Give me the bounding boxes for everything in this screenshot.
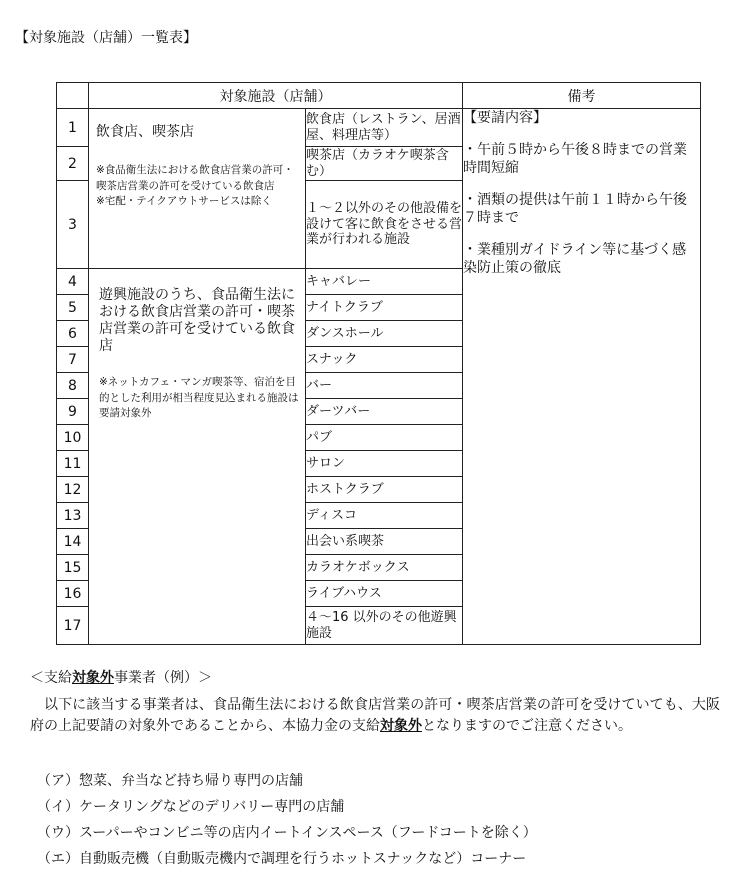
facility-type: ４～16 以外のその他遊興施設 [306,607,463,645]
category-label: 遊興施設のうち、食品衛生法における飲食店営業の許可・喫茶店営業の許可を受けている飲食店 [99,287,295,354]
row-number: 17 [57,607,89,645]
facility-type: ディスコ [306,503,463,529]
facility-type: サロン [306,451,463,477]
row-number: 16 [57,581,89,607]
table-row [57,109,701,147]
excluded-item: （エ）自動販売機（自動販売機内で調理を行うホットスナックなど）コーナー [37,851,527,867]
category-note: ※食品衛生法における飲食店営業の許可・喫茶店営業の許可を受けている飲食店 [96,164,294,192]
remarks-item: ・午前５時から午後８時までの営業時間短縮 [463,142,687,176]
facility-type: バー [306,373,463,399]
remarks-heading: 【要請内容】 [463,110,547,126]
facility-type: 喫茶店（カラオケ喫茶含む） [306,147,463,181]
row-number: 15 [57,555,89,581]
emphasis-excluded: 対象外 [72,670,114,686]
facility-type: ホストクラブ [306,477,463,503]
category-restaurant [89,109,306,269]
row-number: 5 [57,295,89,321]
facility-type: カラオケボックス [306,555,463,581]
row-number: 12 [57,477,89,503]
facility-type: スナック [306,347,463,373]
row-number: 11 [57,451,89,477]
facility-type: １～２以外のその他設備を設けて客に飲食をさせる営業が行われる施設 [306,181,463,269]
category-amusement [89,269,306,645]
remarks-cell [463,109,701,645]
row-number: 14 [57,529,89,555]
row-number: 13 [57,503,89,529]
excluded-heading: ＜支給対象外事業者（例）＞ [30,670,212,686]
remarks-item: ・酒類の提供は午前１１時から午後７時まで [463,192,687,226]
row-number: 10 [57,425,89,451]
category-label: 飲食店、喫茶店 [96,124,194,140]
emphasis-excluded: 対象外 [380,718,422,734]
row-number: 2 [57,147,89,181]
remarks-item: ・業種別ガイドライン等に基づく感染防止策の徹底 [463,242,687,276]
facility-type: パブ [306,425,463,451]
facility-table [56,82,701,645]
category-note: ※ネットカフェ・マンガ喫茶等、宿泊を目的とした利用が相当程度見込まれる施設は要請対象外 [99,376,299,419]
excluded-item: （ア）惣菜、弁当など持ち帰り専門の店舗 [37,773,303,789]
excluded-item: （イ）ケータリングなどのデリバリー専門の店舗 [37,799,345,815]
facility-type: ダーツバー [306,399,463,425]
row-number: 1 [57,109,89,147]
facility-type: ライブハウス [306,581,463,607]
table-header-row [57,83,701,109]
header-remarks: 備考 [463,83,701,109]
facility-type: 飲食店（レストラン、居酒屋、料理店等） [306,109,463,147]
row-number: 7 [57,347,89,373]
excluded-item: （ウ）スーパーやコンビニ等の店内イートインスペース（フードコートを除く） [37,825,537,841]
row-number: 3 [57,181,89,269]
excluded-paragraph: 以下に該当する事業者は、食品衛生法における飲食店営業の許可・喫茶店営業の許可を受けていても、大阪府の上記要請の対象外であることから、本協力金の支給対象外となりますのでご注意ください。 [30,697,720,734]
facility-type: 出会い系喫茶 [306,529,463,555]
facility-type: キャバレー [306,269,463,295]
facility-type: ナイトクラブ [306,295,463,321]
facility-type: ダンスホール [306,321,463,347]
header-facility: 対象施設（店舗） [89,83,463,109]
row-number: 4 [57,269,89,295]
row-number: 8 [57,373,89,399]
row-number: 9 [57,399,89,425]
category-note: ※宅配・テイクアウトサービスは除く [96,195,272,207]
row-number: 6 [57,321,89,347]
document-title: 【対象施設（店舗）一覧表】 [15,30,197,46]
